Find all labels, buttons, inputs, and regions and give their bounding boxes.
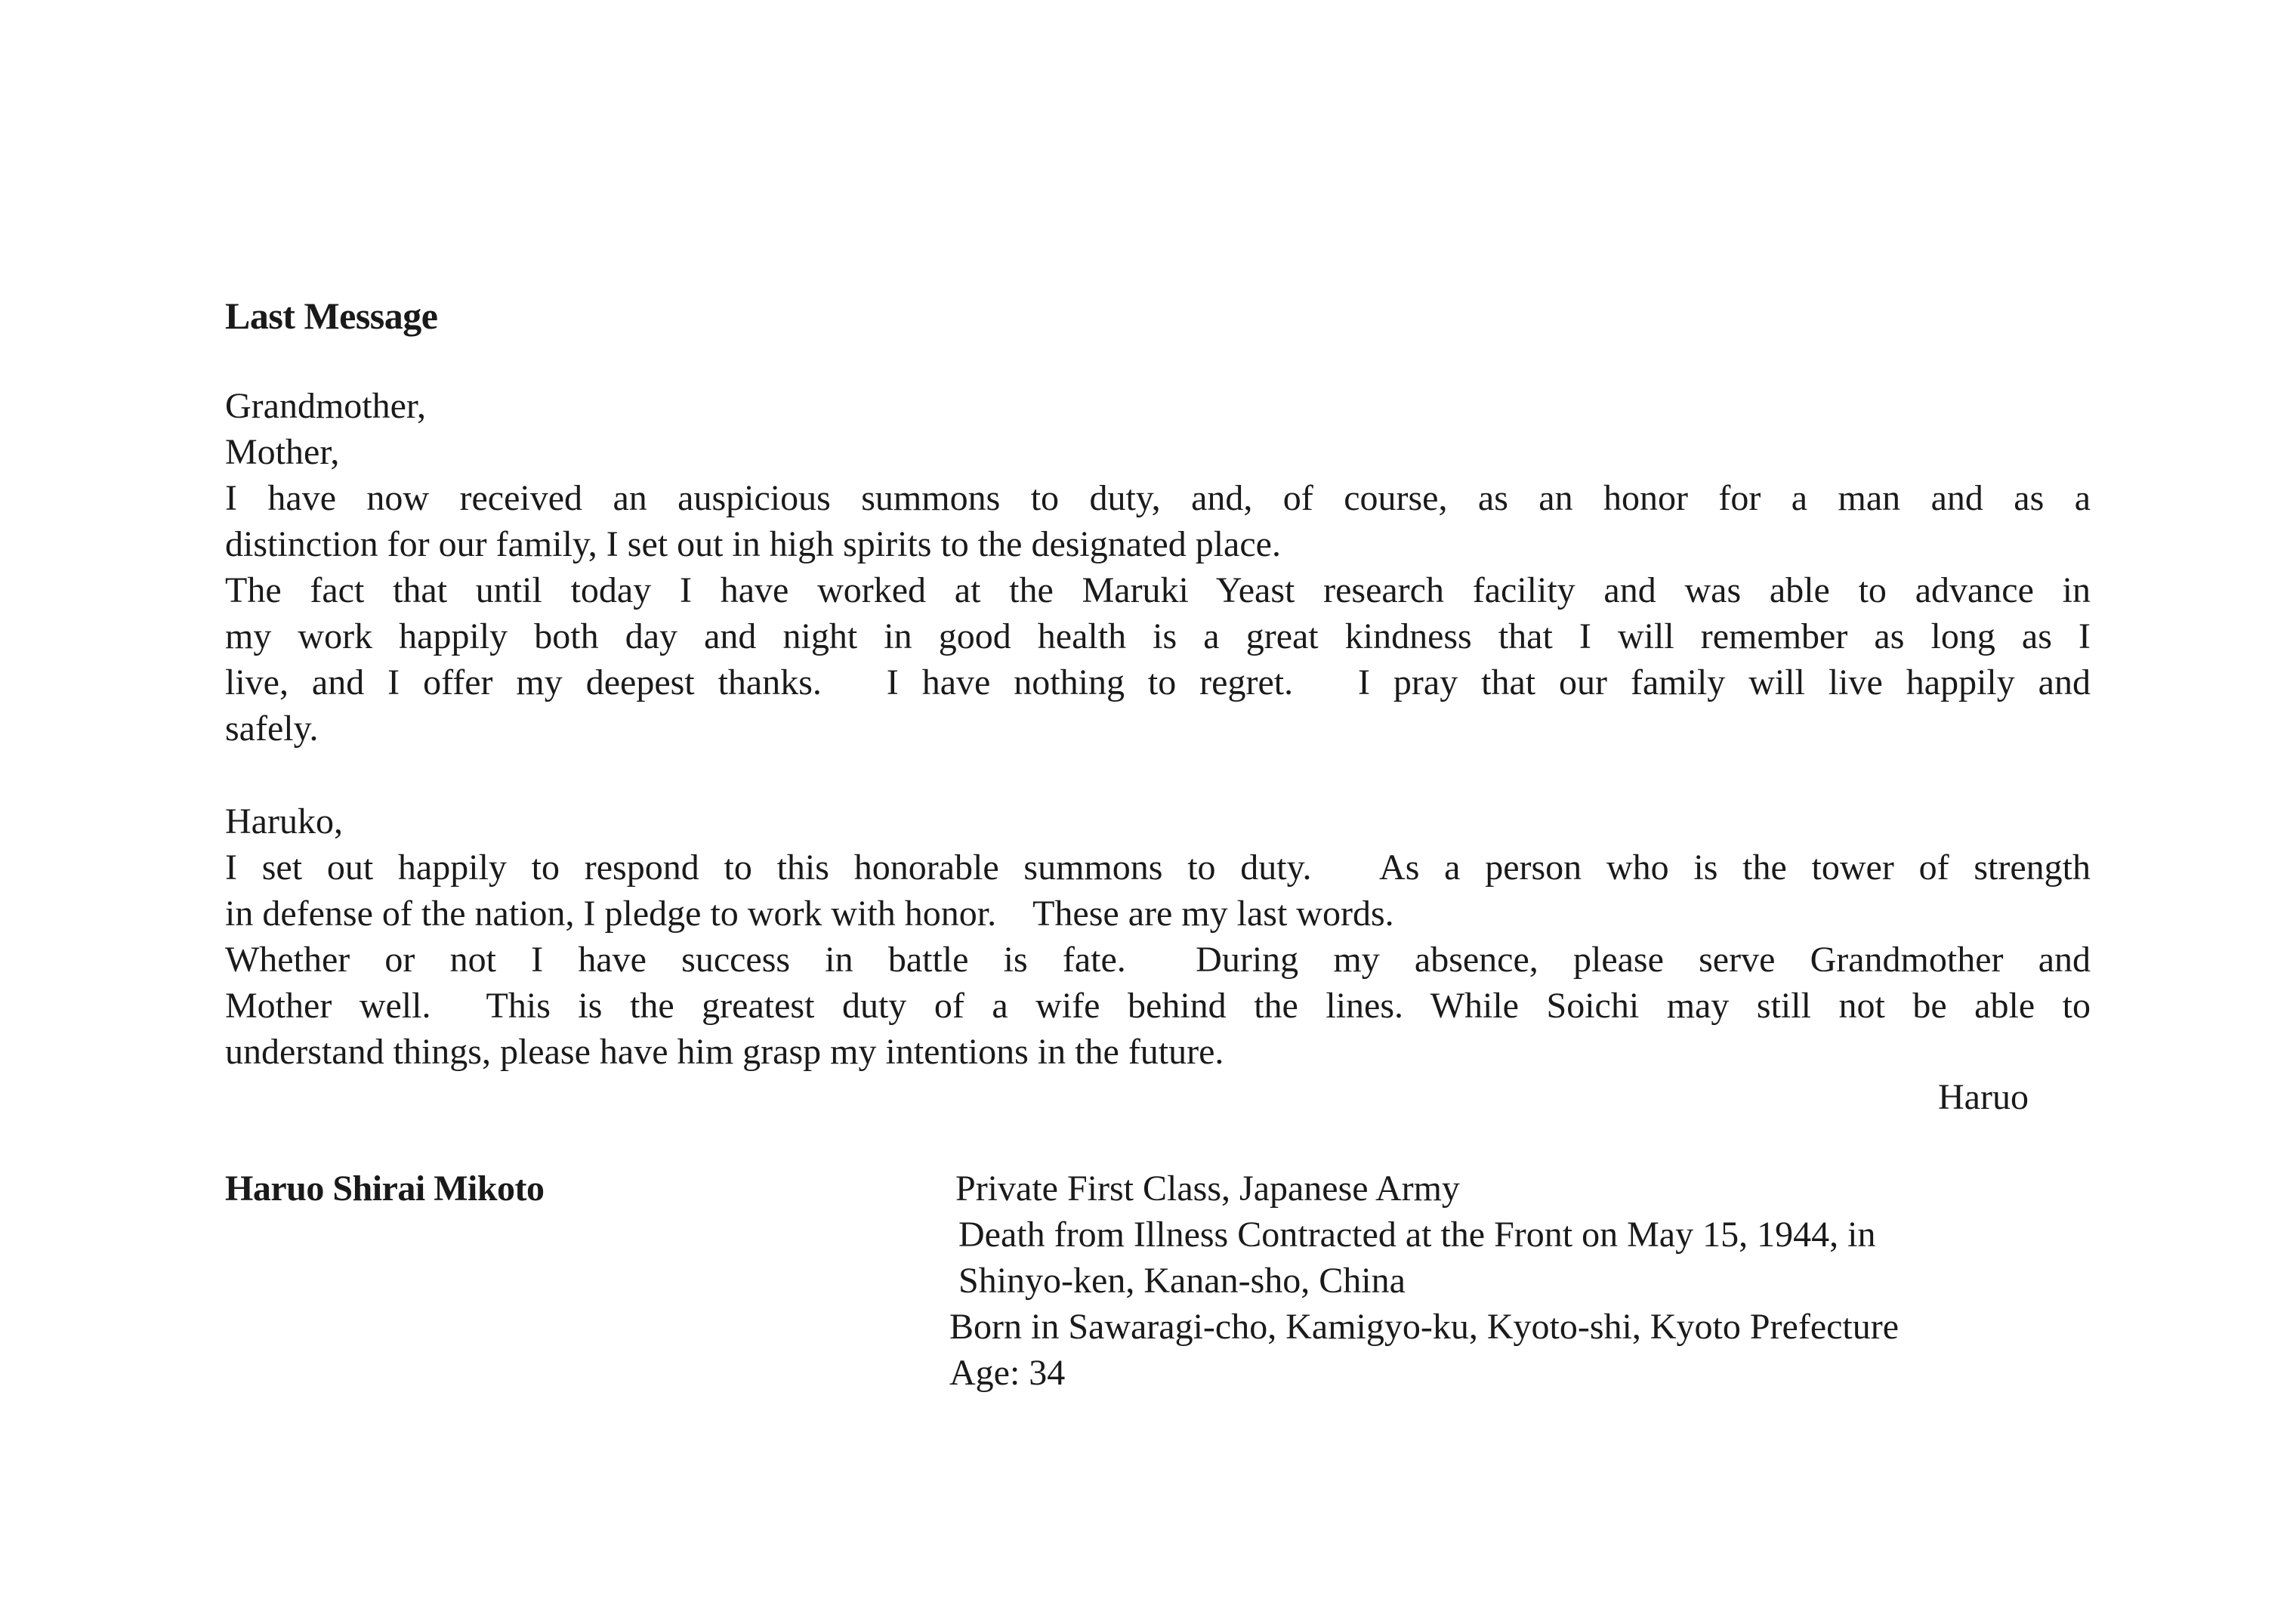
- family-letter: [225, 383, 2091, 752]
- soldier-age: Age: 34: [949, 1353, 1066, 1393]
- letter-line: live, and I offer my deepest thanks. I have nothing to regret. I pray that our family will live happily and: [225, 662, 2091, 702]
- letter-line: my work happily both day and night in good health is a great kindness that I will remember as long as I: [225, 616, 2091, 656]
- soldier-birthplace: Born in Sawaragi-cho, Kamigyo-ku, Kyoto-shi, Kyoto Prefecture: [949, 1307, 1900, 1347]
- letter-line: safely.: [225, 709, 319, 749]
- salutation-haruko: Haruko,: [225, 801, 343, 841]
- soldier-rank: Private First Class, Japanese Army: [955, 1169, 1460, 1209]
- soldier-name: Haruo Shirai Mikoto: [225, 1169, 545, 1209]
- haruko-letter: [225, 798, 2091, 1075]
- letter-line: Whether or not I have success in battle is fate. During my absence, please serve Grandmother and: [225, 940, 2091, 980]
- document-title: Last Message: [225, 295, 438, 337]
- letter-line: I set out happily to respond to this honorable summons to duty. As a person who is the tower of strength: [225, 848, 2091, 888]
- letter-line: understand things, please have him grasp my intentions in the future.: [225, 1032, 1224, 1072]
- salutation-grandmother: Grandmother,: [225, 386, 426, 426]
- soldier-death-line-2: Shinyo-ken, Kanan-sho, China: [958, 1261, 1406, 1301]
- letter-line: The fact that until today I have worked at the Maruki Yeast research facility and was able to advance in: [225, 570, 2091, 610]
- signature: Haruo: [1938, 1077, 2029, 1117]
- letter-line: Mother well. This is the greatest duty of a wife behind the lines. While Soichi may still not be able to: [225, 986, 2091, 1026]
- letter-line: I have now received an auspicious summons to duty, and, of course, as an honor for a man and as a: [225, 478, 2091, 518]
- soldier-death-line-1: Death from Illness Contracted at the Front on May 15, 1944, in: [958, 1215, 1876, 1255]
- letter-line: distinction for our family, I set out in high spirits to the designated place.: [225, 524, 1281, 564]
- letter-line: in defense of the nation, I pledge to work with honor. These are my last words.: [225, 894, 1394, 934]
- salutation-mother: Mother,: [225, 432, 340, 472]
